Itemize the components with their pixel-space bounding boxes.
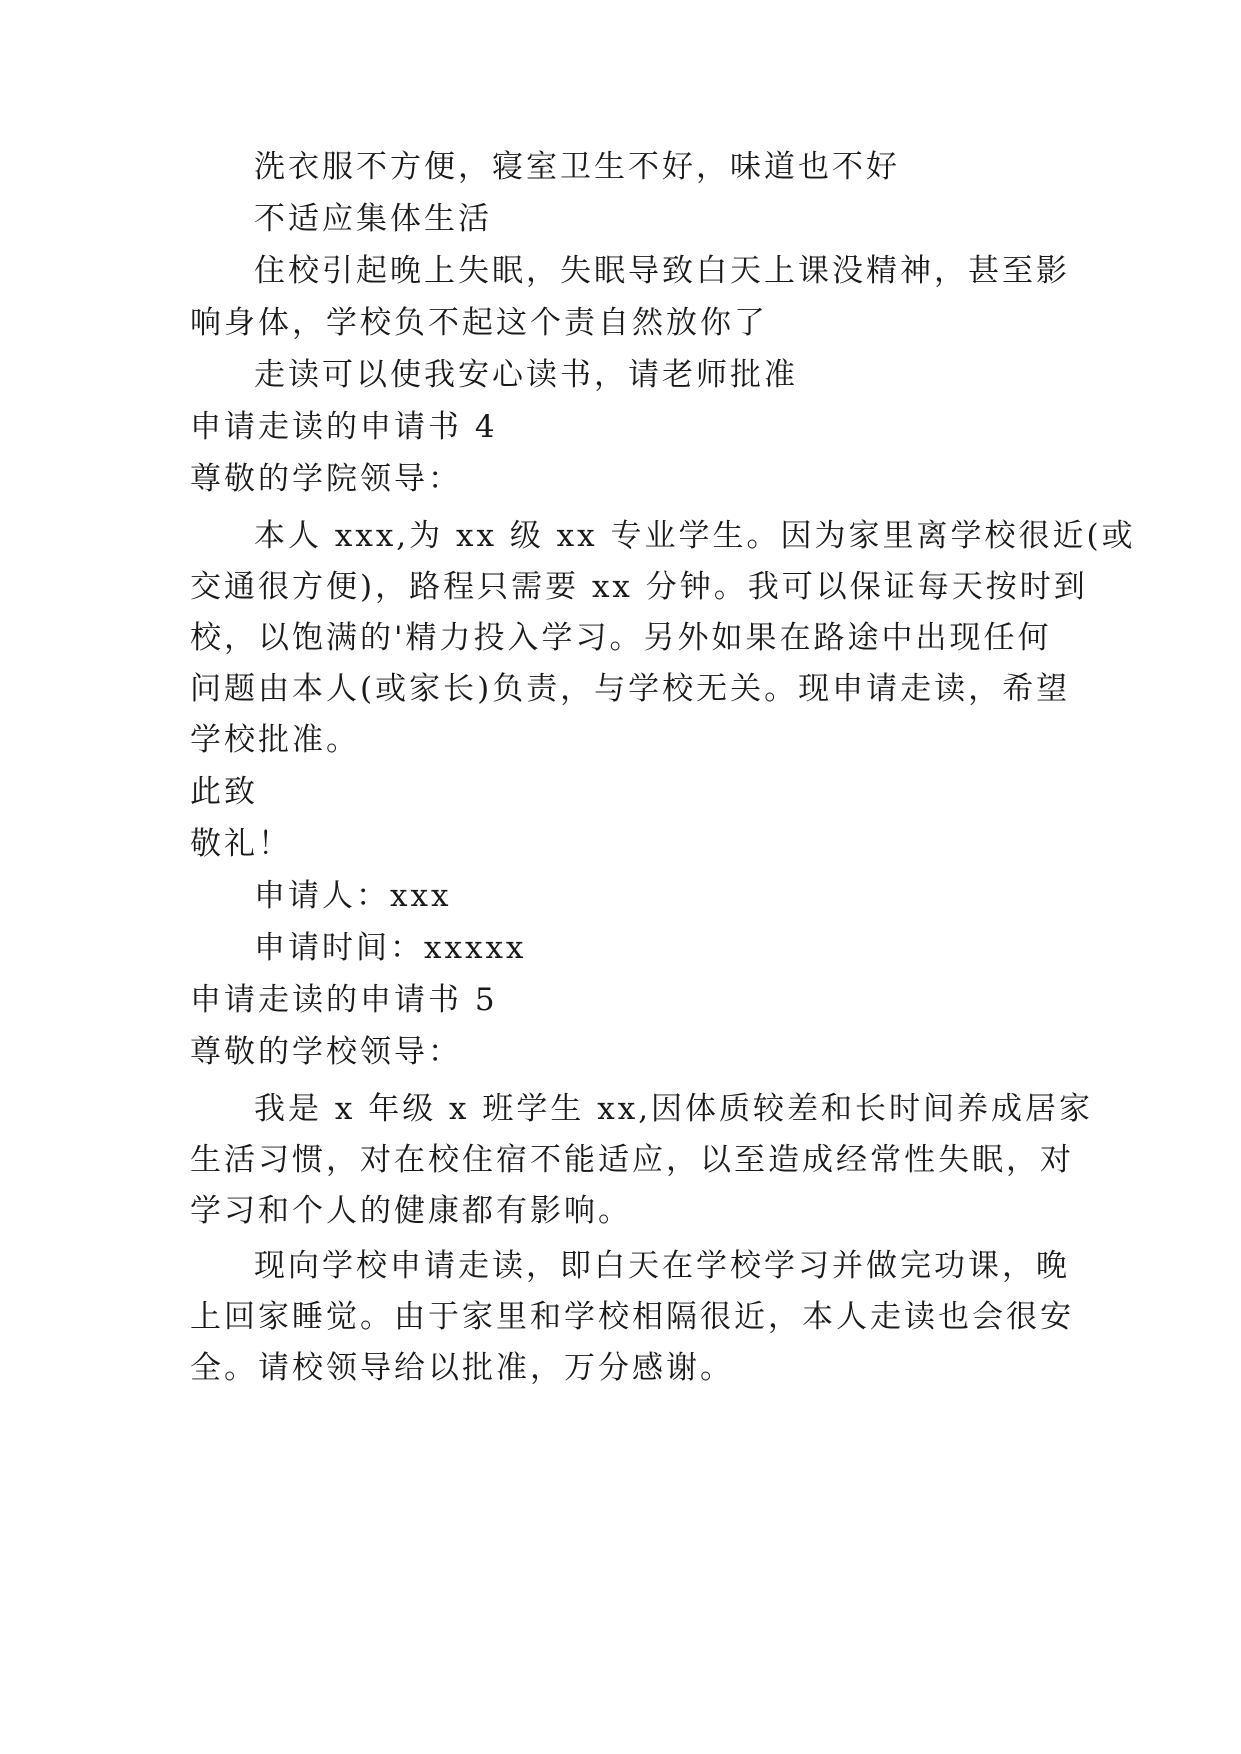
paragraph-insomnia-line-2: 响身体，学校负不起这个责自然放你了 [190, 305, 768, 341]
body-4-line-1: 本人 xxx,为 xx 级 xx 专业学生。因为家里离学校很近(或 [254, 518, 1136, 554]
body-5-p2-line-1: 现向学校申请走读，即白天在学校学习并做完功课，晚 [254, 1248, 1070, 1284]
paragraph-collective-life: 不适应集体生活 [254, 201, 492, 237]
salutation-4: 尊敬的学院领导： [190, 461, 462, 497]
body-5-p1-line-2: 生活习惯，对在校住宿不能适应，以至造成经常性失眠，对 [190, 1142, 1074, 1178]
body-4-line-2: 交通很方便)，路程只需要 xx 分钟。我可以保证每天按时到 [190, 569, 1088, 605]
applicant-line: 申请人：xxx [254, 878, 452, 914]
closing-respects: 此致 [190, 774, 258, 810]
salutation-5: 尊敬的学校领导： [190, 1034, 462, 1070]
body-5-p1-line-1: 我是 x 年级 x 班学生 xx,因体质较差和长时间养成居家 [254, 1091, 1094, 1127]
paragraph-laundry: 洗衣服不方便，寝室卫生不好，味道也不好 [254, 149, 900, 185]
body-4-line-3: 校，以饱满的'精力投入学习。另外如果在路途中出现任何 [190, 620, 1052, 656]
body-5-p2-line-2: 上回家睡觉。由于家里和学校相隔很近，本人走读也会很安 [190, 1299, 1074, 1335]
body-5-p2-line-3: 全。请校领导给以批准，万分感谢。 [190, 1350, 734, 1386]
body-5-p1-line-3: 学习和个人的健康都有影响。 [190, 1193, 632, 1229]
paragraph-request-approval: 走读可以使我安心读书，请老师批准 [254, 357, 798, 393]
section-title-5: 申请走读的申请书 5 [190, 982, 498, 1018]
closing-salute: 敬礼！ [190, 826, 292, 862]
section-title-4: 申请走读的申请书 4 [190, 409, 498, 445]
application-date-line: 申请时间：xxxxx [254, 930, 527, 966]
paragraph-insomnia-line-1: 住校引起晚上失眠，失眠导致白天上课没精神，甚至影 [254, 253, 1070, 289]
body-4-line-4: 问题由本人(或家长)负责，与学校无关。现申请走读，希望 [190, 671, 1071, 707]
body-4-line-5: 学校批准。 [190, 722, 360, 758]
